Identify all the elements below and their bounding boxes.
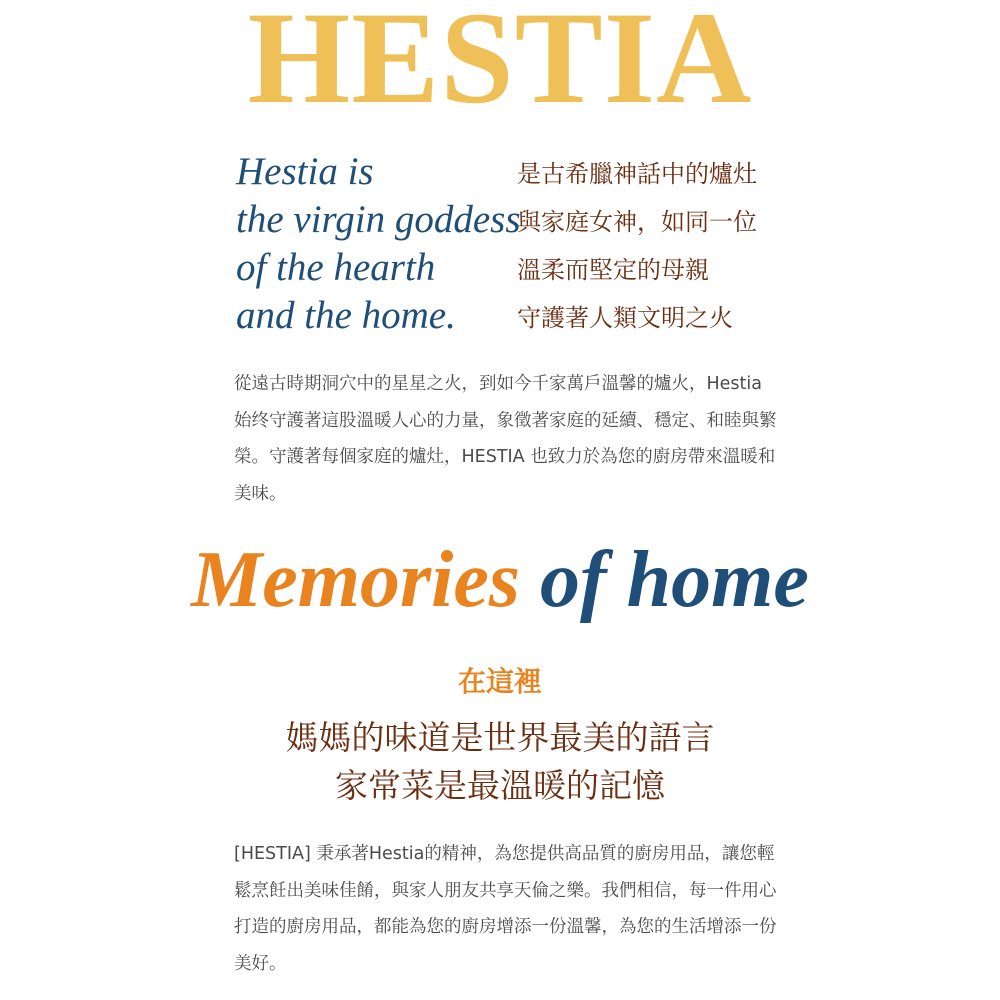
brand-title: HESTIA bbox=[247, 0, 753, 131]
memories-heading-blue: of home bbox=[540, 536, 809, 624]
intro-chinese-line: 溫柔而堅定的母親 bbox=[517, 256, 709, 284]
slogan-line: 家常菜是最溫暖的記憶 bbox=[335, 766, 665, 805]
intro-english-line: Hestia is bbox=[236, 150, 374, 193]
intro-english-line: of the hearth bbox=[236, 246, 436, 289]
intro-chinese-line: 與家庭女神，如同一位 bbox=[517, 208, 757, 236]
intro-chinese-line: 是古希臘神話中的爐灶 bbox=[517, 160, 757, 188]
slogan-line: 媽媽的味道是世界最美的語言 bbox=[285, 718, 715, 757]
memories-heading-orange: Memories bbox=[191, 536, 520, 624]
intro-chinese bbox=[517, 150, 797, 342]
brand-paragraph: [HESTIA] 秉承著Hestia的精神，為您提供高品質的廚房用品，讓您輕鬆烹飪出美味佳餚，與家人朋友共享天倫之樂。我們相信，每一件用心打造的廚房用品，都能為您的廚房增添一份溫馨，為您的生活增添一份美好。 bbox=[234, 844, 777, 974]
intro-english-line: and the home. bbox=[236, 294, 456, 337]
intro-english bbox=[236, 148, 526, 340]
intro-chinese-line: 守護著人類文明之火 bbox=[517, 304, 733, 332]
intro-english-line: the virgin goddess bbox=[236, 198, 521, 241]
subheading: 在這裡 bbox=[457, 665, 542, 698]
story-paragraph: 從遠古時期洞穴中的星星之火，到如今千家萬戶溫馨的爐火，Hestia始终守護著這股溫暖人心的力量，象徵著家庭的延續、穩定、和睦與繁榮。守護著每個家庭的爐灶，HESTIA 也致力於為您的廚房帶來溫暖和美味。 bbox=[234, 374, 777, 504]
memories-heading bbox=[0, 536, 1000, 624]
